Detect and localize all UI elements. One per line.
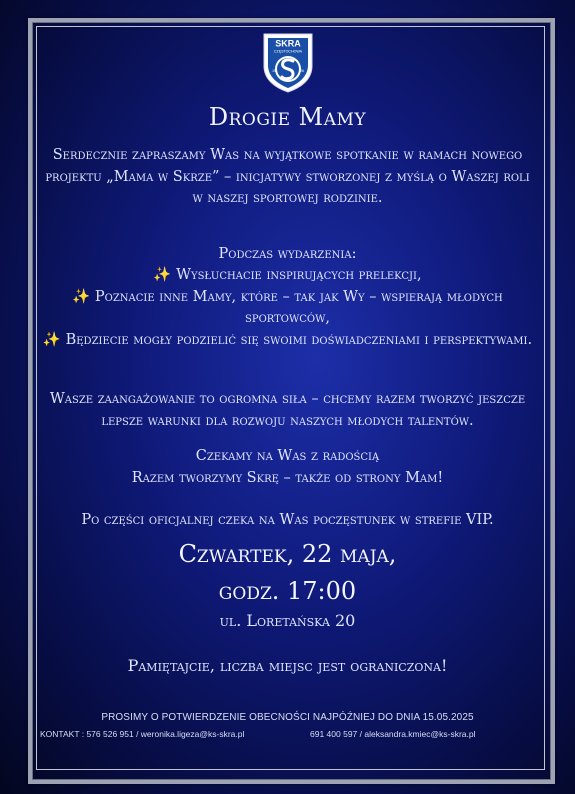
event-date: Czwartek, 22 maja, (178, 540, 397, 568)
limited-notice: Pamiętajcie, liczba miejsc jest ograniczona! (127, 656, 448, 675)
commitment-paragraph: Wasze zaangażowanie to ogromna siła – chcemy razem tworzyć jeszcze lepsze warunki dla rozwoju naszych młodych talentów. (49, 391, 526, 429)
contact-one: KONTAKT : 576 526 951 / weronika.ligeza@ks-skra.pl (40, 729, 245, 739)
bullet-item (40, 330, 535, 352)
event-bullets (40, 265, 535, 351)
bullet-text: Poznacie inne Mamy, które – tak jak Wy – wspierają młodych sportowców, (94, 288, 503, 326)
bullet-text: Wysłuchacie inspirujących prelekcji, (176, 267, 422, 283)
bullet-item (40, 287, 535, 330)
sparkles-icon: ✨ (42, 331, 61, 348)
logo-text: SKRA (275, 38, 301, 49)
logo-year-left: 19 (272, 69, 276, 73)
event-address: ul. Loretańska 20 (219, 611, 356, 630)
sparkles-icon: ✨ (153, 267, 172, 283)
logo-year-right: 26 (300, 69, 304, 73)
event-time: godz. 17:00 (218, 577, 357, 605)
skra-logo (260, 30, 316, 94)
contact-two: 691 400 597 / aleksandra.kmiec@ks-skra.pl (310, 729, 476, 739)
vip-line: Po części oficjalnej czeka na Was poczęstunek w strefie VIP. (81, 512, 494, 528)
together-line: Razem tworzymy Skrę – także od strony Mam! (131, 470, 444, 486)
intro-paragraph: Serdecznie zapraszamy Was na wyjątkowe spotkanie w ramach nowego projektu „Mama w Skrze” – inicjatywy stworzonej z myślą o Waszej roli w naszej sportowej rodzinie. (45, 147, 530, 206)
confirm-notice: PROSIMY O POTWIERDZENIE OBECNOŚCI NAJPÓŹNIEJ DO DNIA 15.05.2025 (101, 712, 474, 723)
page-title: Drogie Mamy (208, 103, 367, 131)
bullet-text: Będziecie mogły podzielić się swoimi doświadczeniami i perspektywami. (65, 331, 533, 348)
bullet-item (40, 265, 535, 287)
waiting-line: Czekamy na Was z radością (195, 448, 380, 464)
during-heading: Podczas wydarzenia: (218, 246, 357, 262)
logo-subtitle: CZĘSTOCHOWA (273, 49, 303, 54)
sparkles-icon: ✨ (72, 288, 91, 305)
